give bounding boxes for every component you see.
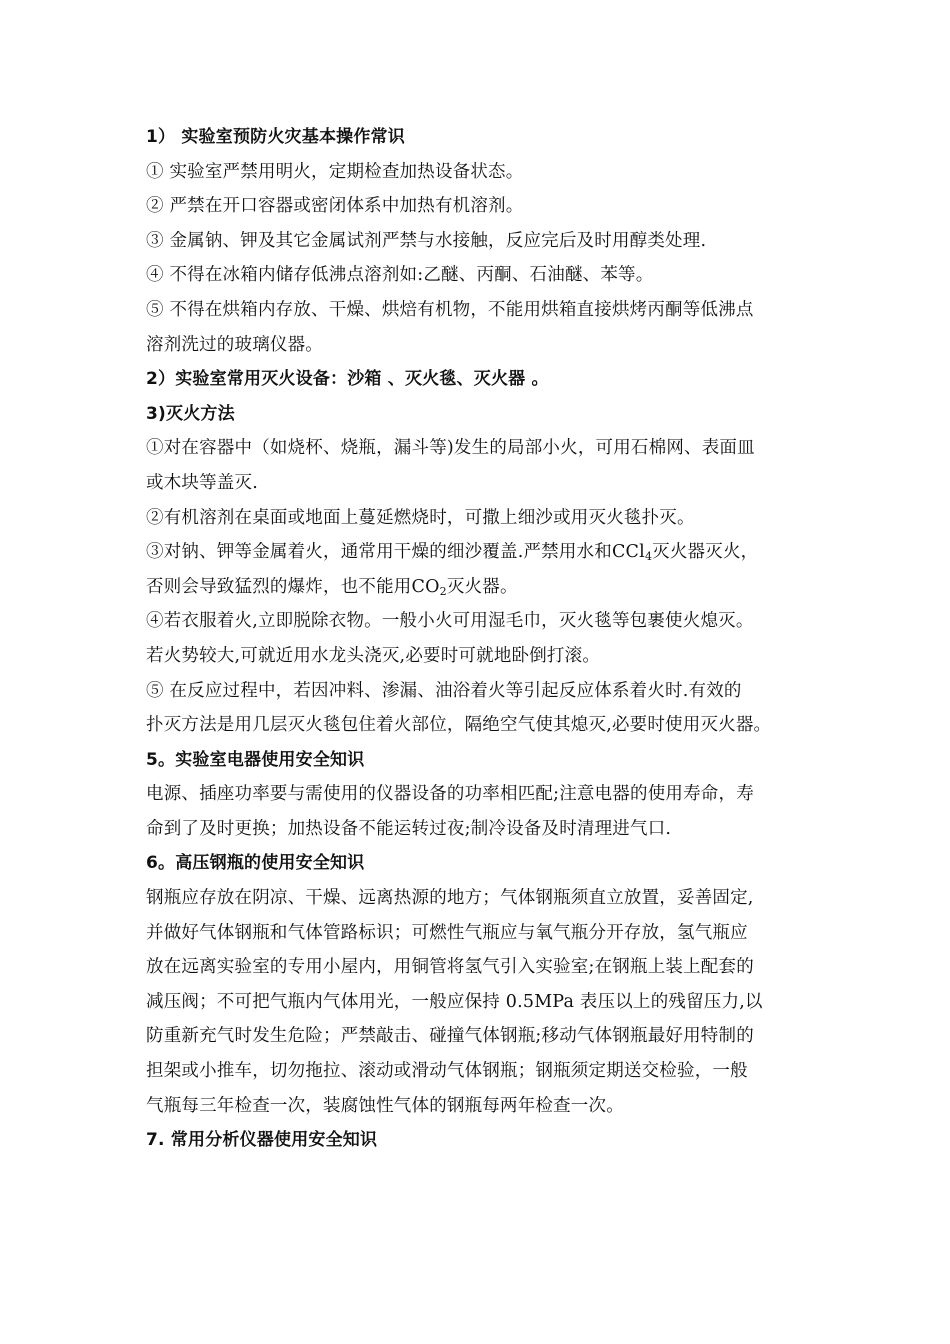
method-3-line-2 [146, 570, 826, 605]
cylinders-line-5: 防重新充气时发生危险；严禁敲击、碰撞气体钢瓶;移动气体钢瓶最好用特制的 [146, 1026, 754, 1047]
heading-fire-prevention: 1） 实验室预防火灾基本操作常识 [146, 127, 405, 147]
co2-subscript: 2 [439, 584, 447, 598]
electrical-line-2: 命到了及时更换；加热设备不能运转过夜;制冷设备及时清理进气口. [146, 818, 672, 839]
method-1-line-1: ①对在容器中（如烧杯、烧瓶，漏斗等)发生的局部小火，可用石棉网、表面皿 [146, 438, 755, 459]
cylinders-line-1: 钢瓶应存放在阴凉、干燥、远离热源的地方；气体钢瓶须直立放置，妥善固定, [146, 888, 754, 909]
method-3-line-1-text-a: ③对钠、钾等金属着火，通常用干燥的细沙覆盖.严禁用水和CCl [146, 542, 645, 563]
method-3-line-2-text-a: 否则会导致猛烈的爆炸，也不能用CO [146, 576, 440, 597]
cylinders-line-4: 减压阀；不可把气瓶内气体用光，一般应保持 0.5MPa 表压以上的残留压力,以 [146, 991, 763, 1012]
method-3-line-2-text-b: 灭火器。 [446, 576, 518, 597]
method-4-line-1: ④若衣服着火,立即脱除衣物。一般小火可用湿毛巾，灭火毯等包裹使火熄灭。 [146, 611, 754, 632]
method-5-line-1: ⑤ 在反应过程中，若因冲料、渗漏、油浴着火等引起反应体系着火时.有效的 [146, 680, 742, 701]
cylinders-line-2: 并做好气体钢瓶和气体管路标识；可燃性气瓶应与氧气瓶分开存放，氢气瓶应 [146, 922, 748, 943]
ccl4-subscript: 4 [644, 550, 653, 564]
fire-prevention-item-5-line-2: 溶剂洗过的玻璃仪器。 [146, 334, 323, 355]
fire-prevention-item-2: ② 严禁在开口容器或密闭体系中加热有机溶剂。 [146, 196, 524, 217]
method-2: ②有机溶剂在桌面或地面上蔓延燃烧时，可撒上细沙或用灭火毯扑灭。 [146, 507, 695, 528]
document-body [146, 120, 826, 1158]
electrical-line-1: 电源、插座功率要与需使用的仪器设备的功率相匹配;注意电器的使用寿命，寿 [146, 784, 754, 805]
heading-instruments: 7. 常用分析仪器使用安全知识 [146, 1130, 378, 1151]
method-5-line-2: 扑灭方法是用几层灭火毯包住着火部位，隔绝空气使其熄灭,必要时使用灭火器。 [146, 715, 772, 736]
fire-prevention-item-5-line-1: ⑤ 不得在烘箱内存放、干燥、烘焙有机物，不能用烘箱直接烘烤丙酮等低沸点 [146, 299, 754, 320]
cylinders-line-3: 放在远离实验室的专用小屋内，用铜管将氢气引入实验室;在钢瓶上装上配套的 [146, 957, 754, 978]
heading-equipment: 2）实验室常用灭火设备：沙箱 、灭火毯、灭火器 。 [146, 369, 549, 390]
method-1-line-2: 或木块等盖灭. [146, 472, 258, 493]
method-3-line-1 [146, 535, 826, 570]
heading-electrical: 5。实验室电器使用安全知识 [146, 749, 365, 770]
fire-prevention-item-3: ③ 金属钠、钾及其它金属试剂严禁与水接触，反应完后及时用醇类处理. [146, 230, 707, 251]
fire-prevention-item-1: ① 实验室严禁用明火，定期检查加热设备状态。 [146, 161, 524, 182]
heading-cylinders: 6。高压钢瓶的使用安全知识 [146, 853, 365, 874]
cylinders-line-7: 气瓶每三年检查一次，装腐蚀性气体的钢瓶每两年检查一次。 [146, 1095, 624, 1116]
method-4-line-2: 若火势较大,可就近用水龙头浇灭,必要时可就地卧倒打滚。 [146, 645, 601, 666]
heading-methods: 3)灭火方法 [146, 403, 235, 424]
method-3-line-1-text-b: 灭火器灭火， [652, 542, 759, 563]
cylinders-line-6: 担架或小推车，切勿拖拉、滚动或滑动气体钢瓶；钢瓶须定期送交检验，一般 [146, 1061, 748, 1082]
fire-prevention-item-4: ④ 不得在冰箱内储存低沸点溶剂如:乙醚、丙酮、石油醚、苯等。 [146, 265, 654, 286]
